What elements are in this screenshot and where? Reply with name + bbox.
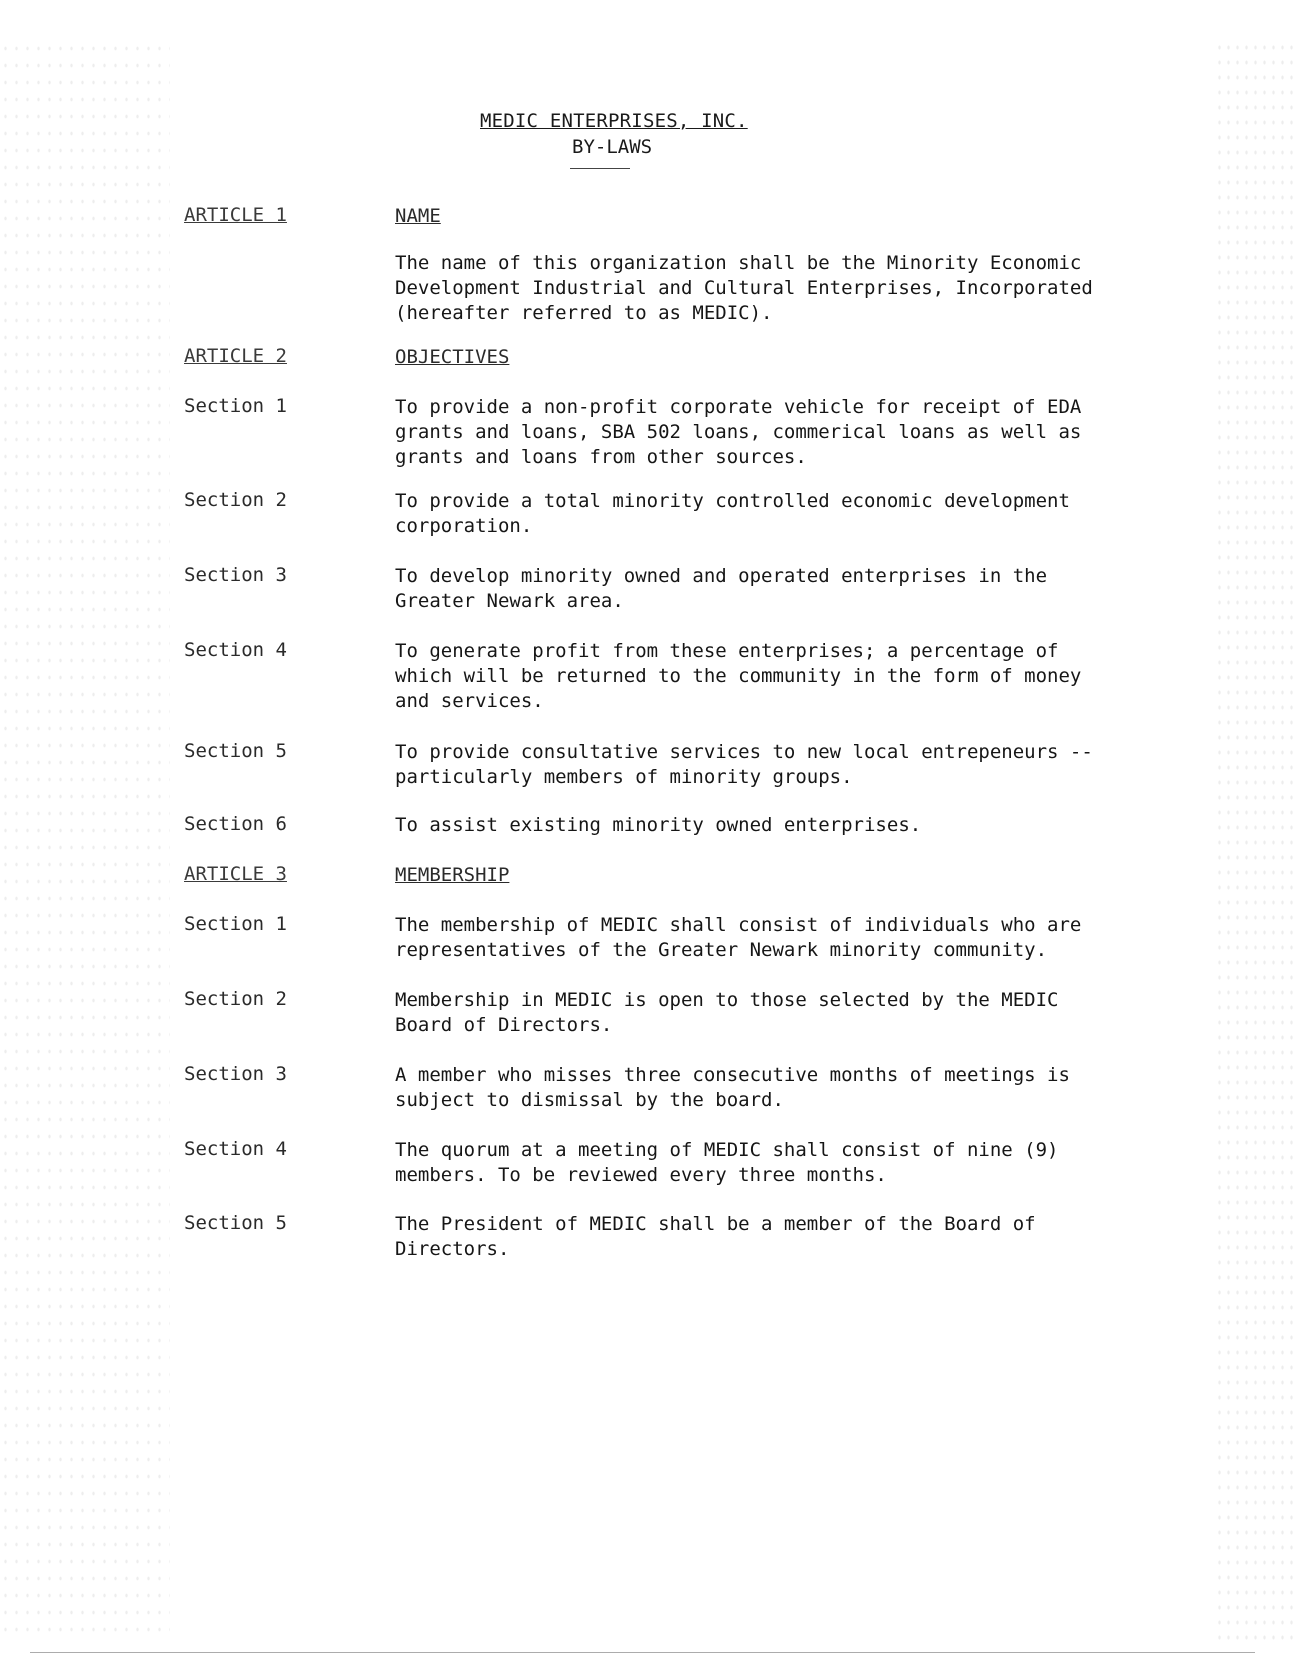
article-2-heading: OBJECTIVES — [395, 346, 510, 368]
article-1-label: ARTICLE 1 — [184, 204, 287, 226]
section-text: To provide consultative services to new local entrepeneurs -- particularly members of minority groups. — [395, 741, 1093, 788]
section-label: Section 3 — [184, 1063, 287, 1085]
section-label: Section 6 — [184, 813, 287, 835]
section-label: Section 4 — [184, 639, 287, 661]
section-text: The membership of MEDIC shall consist of individuals who are representatives of the Greater Newark minority community. — [395, 914, 1082, 961]
section-label: Section 2 — [184, 988, 287, 1010]
section-text: A member who misses three consecutive months of meetings is subject to dismissal by the board. — [395, 1064, 1070, 1111]
section-text: Membership in MEDIC is open to those selected by the MEDIC Board of Directors. — [395, 989, 1059, 1036]
section-label: Section 5 — [184, 1212, 287, 1234]
section-label: Section 3 — [184, 564, 287, 586]
article-3-label: ARTICLE 3 — [184, 863, 287, 885]
section-label: Section 2 — [184, 489, 287, 511]
section-label: Section 1 — [184, 913, 287, 935]
article-1-intro: The name of this organization shall be the Minority Economic Development Industrial and Cultural Enterprises, Incorporated (hereafter referred to as MEDIC). — [395, 252, 1093, 324]
section-text: To develop minority owned and operated enterprises in the Greater Newark area. — [395, 565, 1048, 612]
section-text: The President of MEDIC shall be a member of the Board of Directors. — [395, 1213, 1036, 1260]
article-3-heading: MEMBERSHIP — [395, 864, 510, 886]
section-text: To generate profit from these enterprises; a percentage of which will be returned to the community in the form of money and services. — [395, 640, 1082, 712]
scan-bottom-edge — [30, 1652, 1255, 1653]
section-text: To assist existing minority owned enterprises. — [395, 814, 922, 836]
section-text: The quorum at a meeting of MEDIC shall consist of nine (9) members. To be reviewed every three months. — [395, 1139, 1059, 1186]
document-title: MEDIC ENTERPRISES, INC. — [480, 110, 748, 132]
article-1-heading: NAME — [395, 205, 441, 227]
article-2-label: ARTICLE 2 — [184, 345, 287, 367]
section-label: Section 1 — [184, 395, 287, 417]
section-label: Section 4 — [184, 1138, 287, 1160]
section-text: To provide a total minority controlled economic development corporation. — [395, 490, 1070, 537]
scan-noise-right — [1215, 40, 1295, 1640]
section-text: To provide a non-profit corporate vehicle for receipt of EDA grants and loans, SBA 502 loans, commerical loans as well as grants and loans from other sources. — [395, 396, 1082, 468]
document-subtitle: BY-LAWS — [572, 136, 653, 158]
subtitle-rule — [570, 168, 630, 169]
scan-noise-left — [0, 40, 170, 1640]
section-label: Section 5 — [184, 740, 287, 762]
